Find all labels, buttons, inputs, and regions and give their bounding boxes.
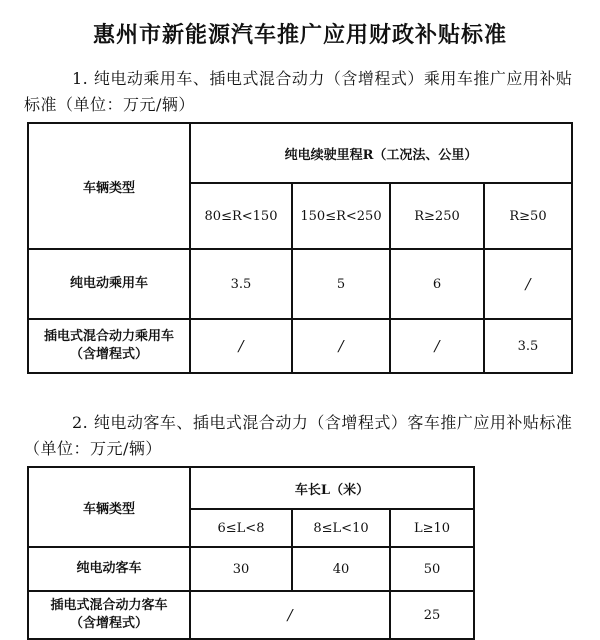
table-cell: 6 [390, 249, 484, 319]
table-row [28, 249, 572, 319]
range-column-header: 150≤R<250 [292, 183, 390, 249]
table-cell: 40 [292, 547, 390, 591]
range-header: 纯电续驶里程R（工况法、公里） [190, 123, 572, 183]
range-column-header: R≥250 [390, 183, 484, 249]
section-2-heading: 2. 纯电动客车、插电式混合动力（含增程式）客车推广应用补贴标准（单位：万元/辆） [24, 413, 573, 458]
table-row [28, 319, 572, 373]
table-cell: / [484, 249, 572, 319]
table-cell: 50 [390, 547, 474, 591]
row-label: 插电式混合动力乘用车 （含增程式） [28, 319, 190, 373]
vehicle-type-header: 车辆类型 [28, 123, 190, 249]
table-cell: / [190, 319, 292, 373]
page-title: 惠州市新能源汽车推广应用财政补贴标准 [92, 22, 507, 48]
length-header: 车长L（米） [190, 467, 474, 509]
length-column-header: 6≤L<8 [190, 509, 292, 547]
row-label: 插电式混合动力客车（含增程式） [28, 591, 190, 639]
range-column-header: 80≤R<150 [190, 183, 292, 249]
range-column-header: R≥50 [484, 183, 572, 249]
table-cell-merged: / [190, 591, 390, 639]
vehicle-type-header: 车辆类型 [28, 467, 190, 547]
table-cell: / [292, 319, 390, 373]
table-row [28, 591, 474, 639]
row-label: 纯电动乘用车 [28, 249, 190, 319]
table-cell: 5 [292, 249, 390, 319]
section-1-heading: 1. 纯电动乘用车、插电式混合动力（含增程式）乘用车推广应用补贴标准（单位：万元/辆） [24, 69, 573, 114]
table-cell: 25 [390, 591, 474, 639]
length-column-header: 8≤L<10 [292, 509, 390, 547]
table-cell: 30 [190, 547, 292, 591]
length-column-header: L≥10 [390, 509, 474, 547]
bus-subsidy-table [27, 466, 475, 640]
table-cell: / [390, 319, 484, 373]
table-cell: 3.5 [484, 319, 572, 373]
passenger-car-subsidy-table [27, 122, 573, 374]
table-row [28, 547, 474, 591]
table-cell: 3.5 [190, 249, 292, 319]
row-label: 纯电动客车 [28, 547, 190, 591]
